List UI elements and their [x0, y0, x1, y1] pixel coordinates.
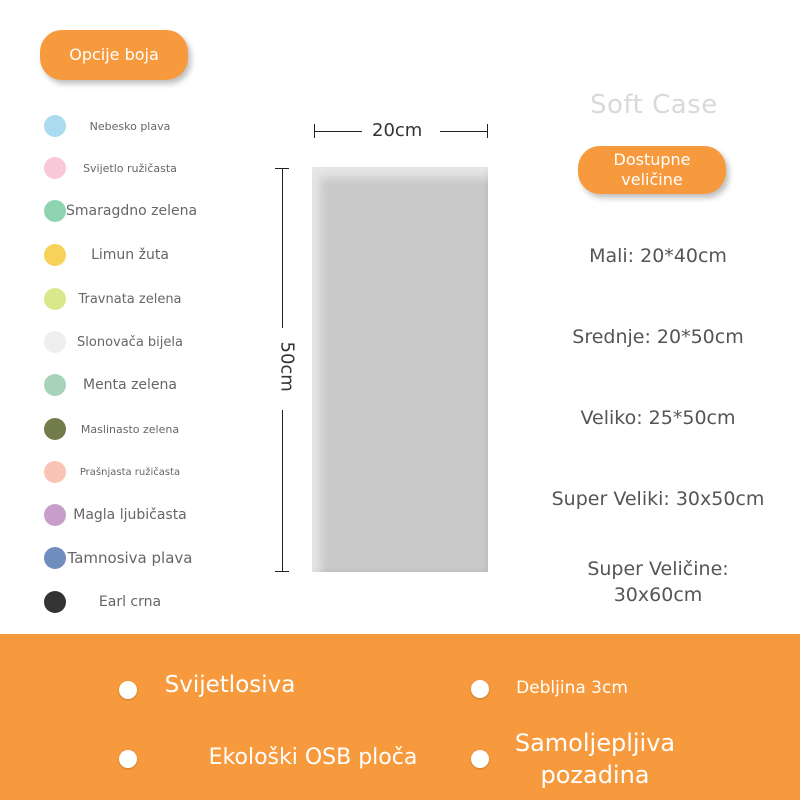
color-option[interactable] — [44, 544, 194, 572]
size-option[interactable]: Super Veliki: 30x50cm — [551, 488, 765, 510]
color-option[interactable] — [44, 458, 194, 486]
color-label: Svijetlo ružičasta — [83, 161, 177, 175]
height-line-top — [282, 168, 283, 328]
color-label: Magla ljubičasta — [73, 507, 187, 523]
height-label: 50cm — [276, 341, 298, 392]
color-options-badge — [40, 30, 188, 80]
color-option[interactable] — [44, 112, 194, 140]
color-swatch — [44, 331, 66, 353]
feature-item: Samoljepljiva pozadina — [514, 729, 676, 790]
width-label: 20cm — [372, 120, 423, 141]
available-sizes-label: Dostupne veličine — [613, 150, 691, 189]
color-option[interactable] — [44, 197, 198, 225]
color-label: Nebesko plava — [89, 119, 171, 133]
color-swatch — [44, 591, 66, 613]
color-option[interactable] — [44, 415, 194, 443]
color-swatch — [44, 547, 66, 569]
available-sizes-badge — [578, 146, 726, 194]
bullet-icon — [119, 681, 137, 699]
wall-panel-preview — [312, 167, 488, 572]
color-label: Prašnjasta ružičasta — [79, 466, 181, 478]
size-option[interactable]: Srednje: 20*50cm — [572, 326, 744, 348]
width-tick-right — [487, 124, 488, 138]
feature-item: Svijetlosiva — [164, 672, 296, 698]
color-option[interactable] — [44, 371, 194, 399]
color-label: Tamnosiva plava — [67, 549, 193, 567]
width-line-left — [314, 131, 362, 132]
bullet-icon — [471, 750, 489, 768]
color-swatch — [44, 418, 66, 440]
color-label: Smaragdno zelena — [66, 203, 198, 219]
color-label: Maslinasto zelena — [80, 422, 180, 436]
color-swatch — [44, 288, 66, 310]
color-label: Travnata zelena — [78, 291, 182, 307]
color-option[interactable] — [44, 501, 194, 529]
bullet-icon — [471, 680, 489, 698]
size-option[interactable]: Mali: 20*40cm — [589, 245, 727, 267]
color-options-label: Opcije boja — [69, 45, 159, 64]
color-swatch — [44, 200, 66, 222]
color-swatch — [44, 374, 66, 396]
bullet-icon — [119, 750, 137, 768]
height-tick-bottom — [275, 571, 289, 572]
color-option[interactable] — [44, 285, 194, 313]
color-swatch — [44, 157, 66, 179]
color-swatch — [44, 115, 66, 137]
color-option[interactable] — [44, 154, 194, 182]
color-swatch — [44, 244, 66, 266]
color-label: Limun žuta — [91, 247, 169, 263]
height-line-bottom — [282, 410, 283, 572]
color-swatch — [44, 461, 66, 483]
color-label: Earl crna — [98, 594, 162, 610]
size-option[interactable]: Veliko: 25*50cm — [580, 407, 736, 429]
feature-item: Debljina 3cm — [516, 678, 628, 698]
feature-item: Ekološki OSB ploča — [208, 745, 418, 770]
color-option[interactable] — [44, 241, 194, 269]
color-option[interactable] — [44, 588, 194, 616]
color-label: Slonovača bijela — [77, 334, 183, 350]
size-option[interactable]: Super Veličine: 30x60cm — [587, 558, 729, 606]
brand-title: Soft Case — [590, 90, 718, 120]
width-line-right — [440, 131, 488, 132]
color-swatch — [44, 504, 66, 526]
color-label: Menta zelena — [82, 377, 177, 393]
color-option[interactable] — [44, 328, 194, 356]
